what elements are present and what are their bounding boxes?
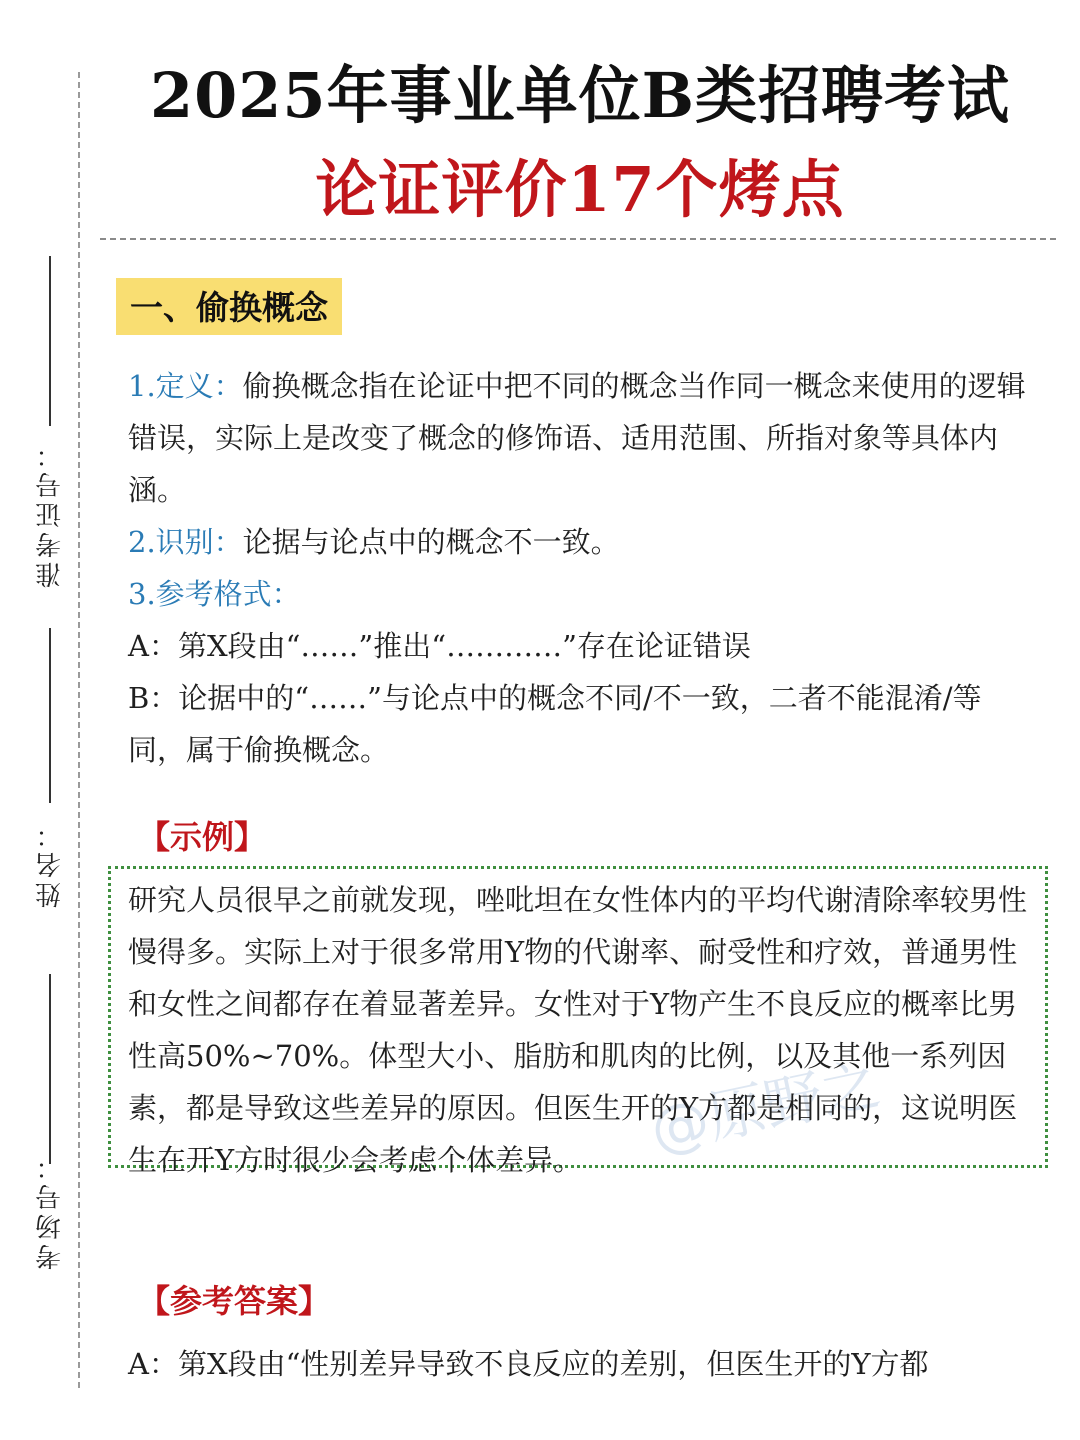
exam-id-field [24,256,76,616]
title-divider [100,238,1056,240]
page-subtitle: 论证评价17个烤点 [315,153,845,226]
section-heading: 一、偷换概念 [116,278,342,335]
identify-paragraph [128,516,1038,568]
room-field [24,974,76,1334]
name-underline [49,628,51,803]
definition-text: 偷换概念指在论证中把不同的概念当作同一概念来使用的逻辑错误，实际上是改变了概念的修饰语、适用范围、所指对象等具体内涵。 [128,369,1026,507]
room-underline [49,974,51,1164]
definition-label: 1.定义： [128,369,243,403]
name-field [24,628,76,988]
format-b: B：论据中的“……”与论点中的概念不同/不一致，二者不能混淆/等同，属于偷换概念。 [128,681,982,767]
name-label: 姓名： [35,818,66,908]
page-title: 2025年事业单位B类招聘考试 [150,59,1010,132]
binding-dashed-line [78,72,80,1388]
example-heading: 【示例】 [138,818,267,856]
answer-heading: 【参考答案】 [138,1282,331,1320]
exam-id-underline [49,256,51,426]
format-a: A：第X段由“……”推出“…………”存在论证错误 [128,629,751,663]
answer-text: A：第X段由“性别差异导致不良反应的差别，但医生开的Y方都 [128,1347,929,1381]
example-text: 研究人员很早之前就发现，唑吡坦在女性体内的平均代谢清除率较男性慢得多。实际上对于很多常用Y物的代谢率、耐受性和疗效，普通男性和女性之间都存在着显著差异。女性对于Y物产生不良反应的概率比男性高50%~70%。体型大小、脂肪和肌肉的比例，以及其他一系列因素，都是导致这些差异的原因。但医生开的Y方都是相同的，这说明医生在开Y方时很少会考虑个体差异。 [128,883,1028,1177]
watermark: @原野之 [644,1049,886,1165]
format-label: 3.参考格式： [128,577,301,611]
section-body [128,360,1038,776]
definition-paragraph [128,360,1038,516]
room-label: 考场号： [35,1150,66,1270]
identify-label: 2.识别： [128,525,243,559]
identify-text: 论据与论点中的概念不一致。 [242,525,620,559]
exam-id-label: 准考证号： [35,438,66,588]
